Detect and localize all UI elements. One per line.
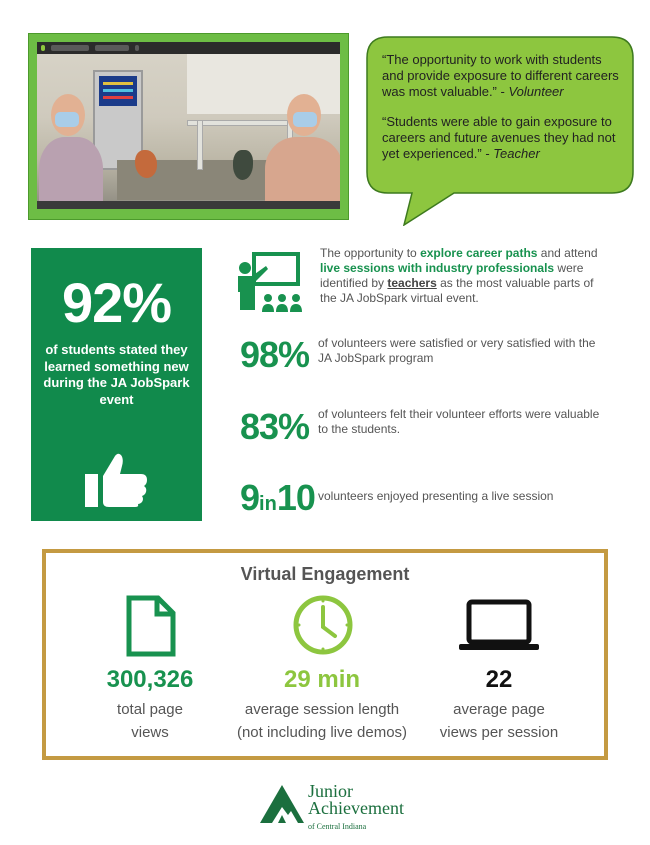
quote-volunteer: [382, 52, 622, 100]
students-percent: 92%: [61, 271, 172, 334]
teacher-presentation-icon: [236, 252, 306, 314]
virtual-engagement-title: Virtual Engagement: [240, 564, 410, 584]
metric-value: 300,326: [106, 666, 194, 693]
metric-page-views: [80, 553, 220, 753]
logo-text-region: of Central Indiana: [308, 822, 367, 831]
teacher-stat-part: The opportunity to: [320, 246, 421, 260]
quote-attribution: Volunteer: [508, 84, 564, 99]
video-person-left: [39, 137, 103, 209]
volunteer-valuable-percent: 83%: [240, 406, 310, 447]
video-person-right-mask: [293, 112, 317, 127]
students-stat-text: of students stated they learned something new during the JA JobSpark event: [43, 342, 190, 407]
metric-value: 22: [485, 666, 513, 693]
volunteer-satisfied-percent: 98%: [240, 334, 310, 375]
thumbs-up-icon: [85, 452, 149, 508]
metric-value: 29 min: [283, 666, 361, 693]
video-bottom-bar: [37, 201, 340, 209]
teacher-stat-part: as the most valuable parts of the JA JobSpark virtual event.: [320, 276, 594, 305]
teacher-stat-underlined: teachers: [387, 276, 437, 290]
volunteer-satisfied-text: of volunteers were satisfied or very satisfied with the JA JobSpark program: [318, 336, 596, 365]
junior-achievement-logo: [258, 781, 438, 837]
video-toolbar: [37, 42, 340, 54]
metric-label-line2: views per session: [439, 724, 559, 741]
metric-views-per-session: [424, 553, 574, 753]
metric-label-line1: average session length: [244, 701, 400, 718]
metric-label-line1: total page: [117, 701, 183, 718]
quote-teacher: [382, 114, 622, 162]
video-person-right: [265, 137, 340, 209]
quote-attribution: Teacher: [493, 146, 540, 161]
volunteer-ratio-text: volunteers enjoyed presenting a live session: [318, 489, 554, 503]
ratio-in: in: [259, 493, 277, 515]
students-stat-panel: [31, 248, 202, 521]
metric-session-length: [222, 553, 422, 753]
video-toolbar-pill: [51, 45, 89, 51]
ja-mountain-icon: [258, 783, 306, 825]
camera-icon: [41, 45, 45, 51]
video-screenshot-frame: [28, 33, 349, 220]
recording-icon: [95, 45, 129, 51]
ratio-denominator: 10: [276, 477, 315, 518]
metric-label-line1: average page: [453, 701, 545, 718]
quote-bubble: [366, 36, 634, 226]
document-icon: [126, 595, 176, 657]
virtual-engagement-box: [42, 549, 608, 760]
volunteer-ratio: [240, 477, 315, 519]
volunteer-valuable-text: of volunteers felt their volunteer efforts were valuable to the students.: [318, 407, 600, 436]
teacher-stat-part: and attend: [537, 246, 598, 260]
metric-label-line2: (not including live demos): [236, 724, 408, 741]
teacher-stat-part: were identified by: [320, 261, 584, 290]
metric-label-line2: views: [131, 724, 169, 741]
logo-text-junior: Junior: [308, 781, 353, 801]
teacher-stat-highlight: explore career paths: [420, 246, 538, 260]
teacher-stat-highlight: live sessions with industry professionals: [320, 261, 555, 275]
laptop-icon: [459, 599, 539, 653]
video-organ-model: [135, 150, 157, 178]
teacher-stat-text: [320, 246, 612, 306]
ratio-numerator: 9: [240, 477, 260, 518]
video-monitor-screen: [99, 76, 137, 106]
quote-text: “Students were able to gain exposure to careers and future avenues they had not yet experienced.” -: [382, 114, 616, 161]
video-screenshot: [37, 42, 340, 209]
video-person-left-mask: [55, 112, 79, 127]
clock-icon: [291, 593, 355, 657]
logo-text-achievement: Achievement: [308, 798, 404, 818]
quote-text: “The opportunity to work with students and provide exposure to different careers was most valuable.” -: [382, 52, 619, 99]
close-icon: [135, 45, 139, 51]
video-pipe: [197, 120, 203, 170]
